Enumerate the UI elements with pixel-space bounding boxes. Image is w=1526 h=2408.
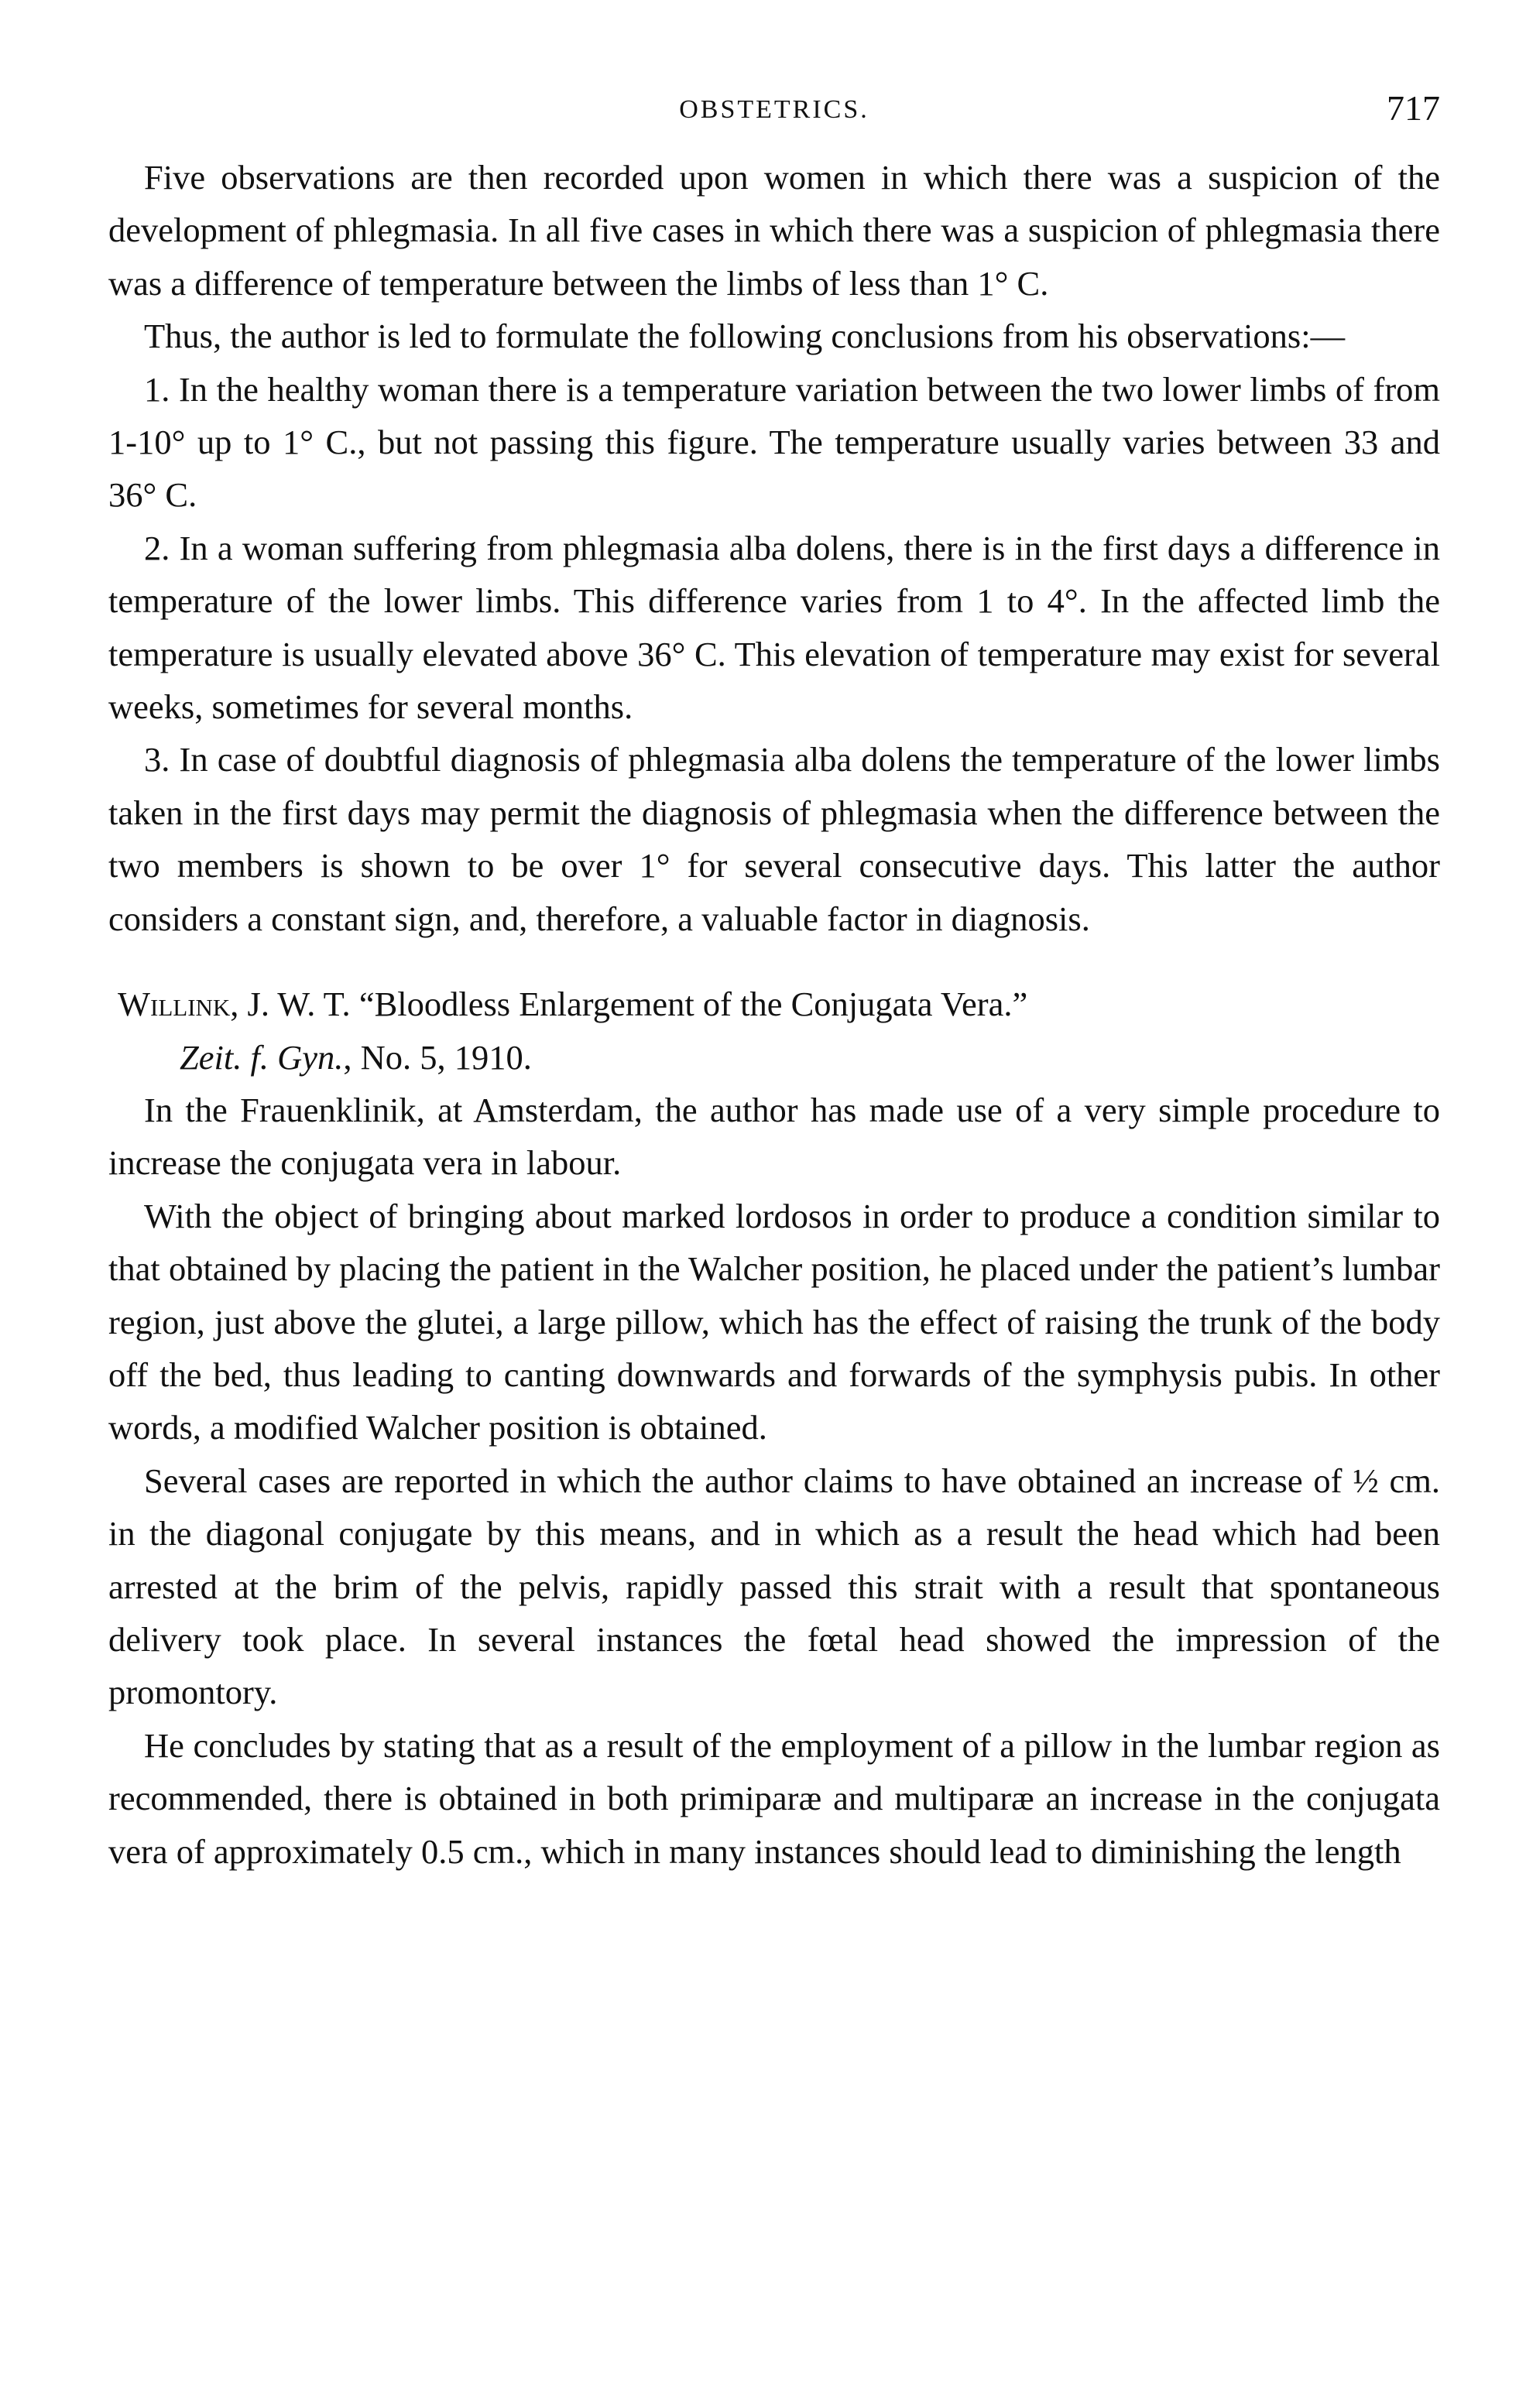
running-head	[108, 81, 1440, 151]
page-number: 717	[1387, 88, 1440, 128]
paragraph-observations: Five observations are then recorded upon women in which there was a suspicion of the development of phlegmasia. In all five cases in which there was a suspicion of phlegmasia there was a difference of temperature between the limbs of less than 1° C.	[108, 158, 1440, 303]
paragraph-concludes: He concludes by stating that as a result of the employment of a pillow in the lumbar region as recommended, there is obtained in both primiparæ and multiparæ an increase in the conjugata vera of approximately 0.5 cm., which in many instances should lead to diminishing the length	[108, 1725, 1440, 1871]
running-title: OBSTETRICS.	[679, 95, 869, 124]
article-citation	[108, 978, 1440, 1084]
citation-author: Willink, J. W. T.	[118, 985, 351, 1024]
citation-line-1	[108, 978, 1440, 1030]
paragraph-cases-reported: Several cases are reported in which the author claims to have obtained an increase of ½ cm. in the diagonal conjugate by this means, and in which as a result the head which had been arrested at the brim of the pelvis, rapidly passed this strait with a result that spontaneous delivery took place. In several instances the fœtal head showed the impression of the promontory.	[108, 1461, 1440, 1712]
section-conjugata-vera	[108, 1084, 1440, 1878]
paragraph-conclusion-1: 1. In the healthy woman there is a temperature variation between the two lower limbs of from 1-10° up to 1° C., but not passing this figure. The temperature usually varies between 33 and 36° C.	[108, 369, 1440, 515]
book-page	[108, 81, 1440, 1878]
citation-line-2	[108, 1031, 1440, 1084]
paragraph-walcher-position: With the object of bringing about marked lordosos in order to produce a condition similar to that obtained by placing the patient in the Walcher position, he placed under the patient’s lumbar region, just above the glutei, a large pillow, which has the effect of raising the trunk of the body off the bed, thus leading to canting downwards and forwards of the symphysis pubis. In other words, a modified Walcher position is obtained.	[108, 1196, 1440, 1447]
paragraph-conclusions-intro: Thus, the author is led to formulate the following conclusions from his observations:—	[144, 317, 1346, 356]
citation-title: “Bloodless Enlargement of the Conjugata Vera.”	[358, 985, 1028, 1024]
section-phlegmasia	[108, 151, 1440, 945]
citation-journal: Zeit. f. Gyn.	[180, 1037, 344, 1077]
paragraph-conclusion-3: 3. In case of doubtful diagnosis of phlegmasia alba dolens the temperature of the lower limbs taken in the first days may permit the diagnosis of phlegmasia when the difference between the two members is shown to be over 1° for several consecutive days. This latter the author considers a constant sign, and, therefore, a valuable factor in diagnosis.	[108, 740, 1440, 938]
paragraph-conclusion-2: 2. In a woman suffering from phlegmasia alba dolens, there is in the first days a difference in temperature of the lower limbs. This difference varies from 1 to 4°. In the affected limb the temperature is usually elevated above 36° C. This elevation of temperature may exist for several weeks, sometimes for several months.	[108, 528, 1440, 727]
paragraph-procedure: In the Frauenklinik, at Amsterdam, the author has made use of a very simple procedure to increase the conjugata vera in labour.	[108, 1090, 1440, 1183]
citation-issue: , No. 5, 1910.	[343, 1037, 532, 1077]
